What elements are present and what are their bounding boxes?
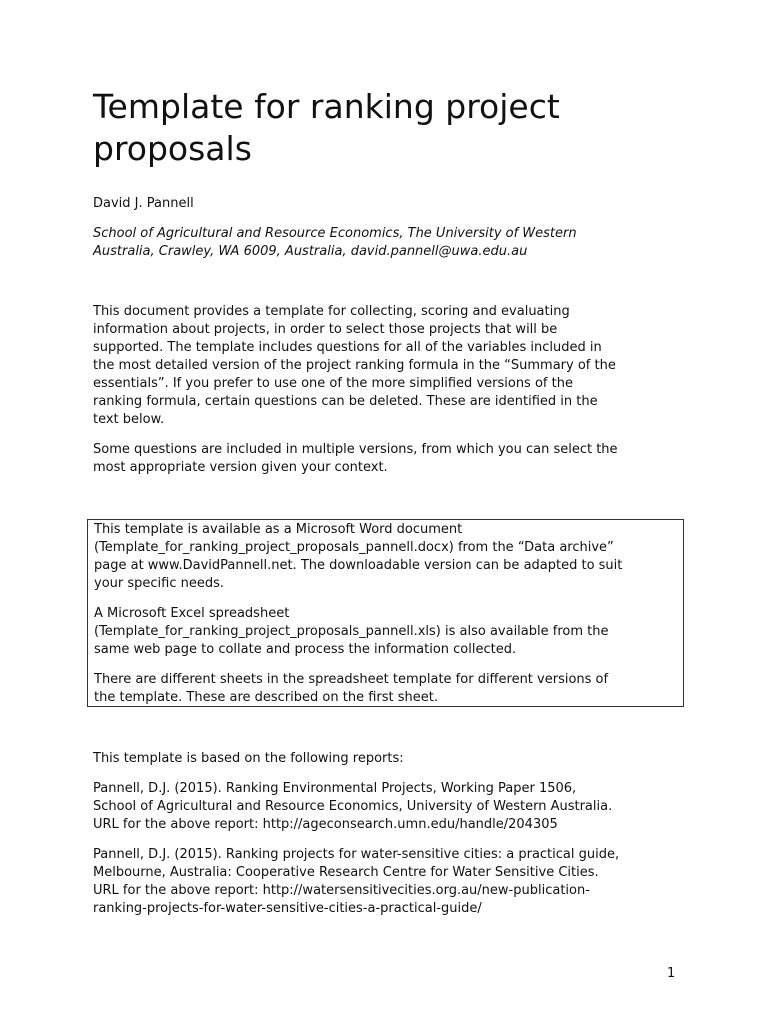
author-affiliation <box>93 225 693 261</box>
availability-info-box <box>87 519 684 707</box>
paragraph-line: (Template_for_ranking_project_proposals_pannell.docx) from the “Data archive” <box>94 540 614 555</box>
paragraph-line: This template is available as a Microsoft Word document <box>94 522 463 537</box>
author-name: David J. Pannell <box>93 196 194 211</box>
paragraph-line: the template. These are described on the first sheet. <box>94 690 438 705</box>
paragraph-line: information about projects, in order to select those projects that will be <box>93 322 558 337</box>
title-line: proposals <box>93 129 252 168</box>
paragraph-line: This document provides a template for collecting, scoring and evaluating <box>93 304 570 319</box>
affiliation-line: School of Agricultural and Resource Economics, The University of Western <box>93 226 577 241</box>
intro-paragraph-versions <box>93 441 678 477</box>
paragraph-line: A Microsoft Excel spreadsheet <box>94 606 290 621</box>
reference-line: School of Agricultural and Resource Economics, University of Western Australia. <box>93 799 613 814</box>
paragraph-line: your specific needs. <box>94 576 225 591</box>
title-line: Template for ranking project <box>93 87 560 126</box>
paragraph-line: page at www.DavidPannell.net. The downloadable version can be adapted to suit <box>94 558 623 573</box>
paragraph-line: same web page to collate and process the information collected. <box>94 642 517 657</box>
based-on-reports-intro: This template is based on the following reports: <box>93 751 404 766</box>
paragraph-line: ranking formula, certain questions can be deleted. These are identified in the <box>93 394 598 409</box>
word-template-paragraph <box>94 521 677 593</box>
reference-line: Pannell, D.J. (2015). Ranking Environmental Projects, Working Paper 1506, <box>93 781 577 796</box>
intro-paragraph <box>93 303 678 429</box>
spreadsheet-sheets-paragraph <box>94 671 677 707</box>
document-title <box>93 86 673 170</box>
paragraph-line: text below. <box>93 412 165 427</box>
affiliation-line: Australia, Crawley, WA 6009, Australia, david.pannell@uwa.edu.au <box>93 244 528 259</box>
paragraph-line: There are different sheets in the spreadsheet template for different versions of <box>94 672 609 687</box>
reference-entry <box>93 846 678 918</box>
reference-url-line: ranking-projects-for-water-sensitive-cities-a-practical-guide/ <box>93 901 482 916</box>
paragraph-line: supported. The template includes questions for all of the variables included in <box>93 340 602 355</box>
reference-url-line: URL for the above report: http://watersensitivecities.org.au/new-publication- <box>93 883 590 898</box>
excel-spreadsheet-paragraph <box>94 605 677 659</box>
paragraph-line: (Template_for_ranking_project_proposals_pannell.xls) is also available from the <box>94 624 609 639</box>
paragraph-line: the most detailed version of the project ranking formula in the “Summary of the <box>93 358 616 373</box>
reference-url-line: URL for the above report: http://ageconsearch.umn.edu/handle/204305 <box>93 817 558 832</box>
reference-line: Melbourne, Australia: Cooperative Research Centre for Water Sensitive Cities. <box>93 865 599 880</box>
paragraph-line: Some questions are included in multiple versions, from which you can select the <box>93 442 618 457</box>
reference-entry <box>93 780 678 834</box>
paragraph-line: essentials”. If you prefer to use one of the more simplified versions of the <box>93 376 573 391</box>
paragraph-line: most appropriate version given your context. <box>93 460 388 475</box>
page-number: 1 <box>667 966 676 981</box>
reference-line: Pannell, D.J. (2015). Ranking projects for water-sensitive cities: a practical guide, <box>93 847 620 862</box>
